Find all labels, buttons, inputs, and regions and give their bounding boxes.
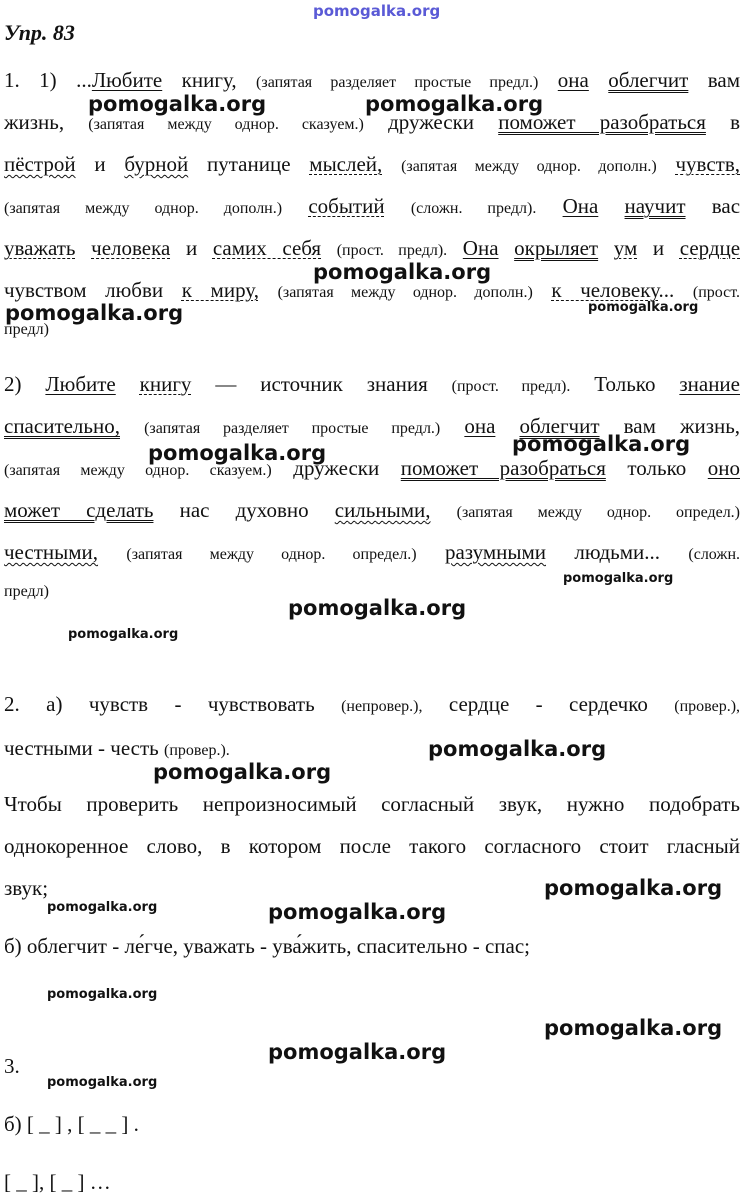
- part2-line5: честными, (запятая между однор. определ.) разумными людьми... (сложн.: [4, 540, 740, 564]
- part3-line6: б) облегчит - ле́гче, уважать - ува́жить, спасительно - спас;: [4, 934, 530, 958]
- watermark[interactable]: pomogalka.org: [544, 876, 723, 900]
- part2-line2: спасительно, (запятая разделяет простые предл.) она облегчит вам жизнь,: [4, 414, 740, 438]
- part2-line1: 2) Любите книгу — источник знания (прост. предл). Только знание: [4, 372, 740, 396]
- part4-line3: [ _ ], [ _ ] …: [4, 1170, 111, 1194]
- watermark[interactable]: pomogalka.org: [288, 596, 467, 620]
- part3-line5: звук;: [4, 876, 49, 900]
- part3-line4: однокоренное слово, в котором после такого согласного стоит гласный: [4, 834, 740, 858]
- watermark[interactable]: pomogalka.org: [512, 432, 691, 456]
- part2-line4: может сделать нас духовно сильными, (запятая между однор. определ.): [4, 498, 740, 522]
- watermark[interactable]: pomogalka.org: [148, 441, 327, 465]
- watermark[interactable]: pomogalka.org: [68, 627, 179, 642]
- part3-line2: честными - честь (провер.).: [4, 736, 230, 760]
- watermark[interactable]: pomogalka.org: [268, 1040, 447, 1064]
- part2-line3: (запятая между однор. сказуем.) дружески поможет разобраться только оно: [4, 456, 740, 480]
- watermark[interactable]: pomogalka.org: [428, 737, 607, 761]
- part1-line5: уважать человека и самих себя (прост. предл). Она окрыляет ум и сердце: [4, 236, 740, 260]
- watermark-top[interactable]: pomogalka.org: [313, 2, 441, 20]
- part4-line2: б) [ _ ] , [ _ _ ] .: [4, 1112, 139, 1136]
- watermark[interactable]: pomogalka.org: [588, 300, 699, 315]
- watermark[interactable]: pomogalka.org: [88, 92, 267, 116]
- part2-line6: предл): [4, 583, 49, 600]
- watermark[interactable]: pomogalka.org: [47, 900, 158, 915]
- watermark[interactable]: pomogalka.org: [365, 92, 544, 116]
- part1-line3: пёстрой и бурной путанице мыслей, (запятая между однор. дополн.) чувств,: [4, 152, 740, 176]
- exercise-title: Упр. 83: [4, 20, 75, 45]
- part4-line1: 3.: [4, 1054, 20, 1078]
- part1-line7: предл): [4, 321, 49, 338]
- part3-line3: Чтобы проверить непроизносимый согласный звук, нужно подобрать: [4, 792, 740, 816]
- part1-line1: 1. 1) ...Любите книгу, (запятая разделяет простые предл.) она облегчит вам: [4, 68, 740, 92]
- part1-line6: чувством любви к миру, (запятая между однор. дополн.) к человеку... (прост.: [4, 278, 740, 302]
- watermark[interactable]: pomogalka.org: [47, 1075, 158, 1090]
- watermark[interactable]: pomogalka.org: [544, 1016, 723, 1040]
- part3-line1: 2. а) чувств - чувствовать (непровер.), сердце - сердечко (провер.),: [4, 692, 740, 716]
- part1-line2: жизнь, (запятая между однор. сказуем.) дружески поможет разобраться в: [4, 110, 740, 134]
- watermark[interactable]: pomogalka.org: [47, 987, 158, 1002]
- watermark[interactable]: pomogalka.org: [5, 301, 184, 325]
- watermark[interactable]: pomogalka.org: [153, 760, 332, 784]
- watermark[interactable]: pomogalka.org: [563, 571, 674, 586]
- watermark[interactable]: pomogalka.org: [313, 260, 492, 284]
- watermark[interactable]: pomogalka.org: [268, 900, 447, 924]
- part1-line4: (запятая между однор. дополн.) событий (сложн. предл). Она научит вас: [4, 194, 740, 218]
